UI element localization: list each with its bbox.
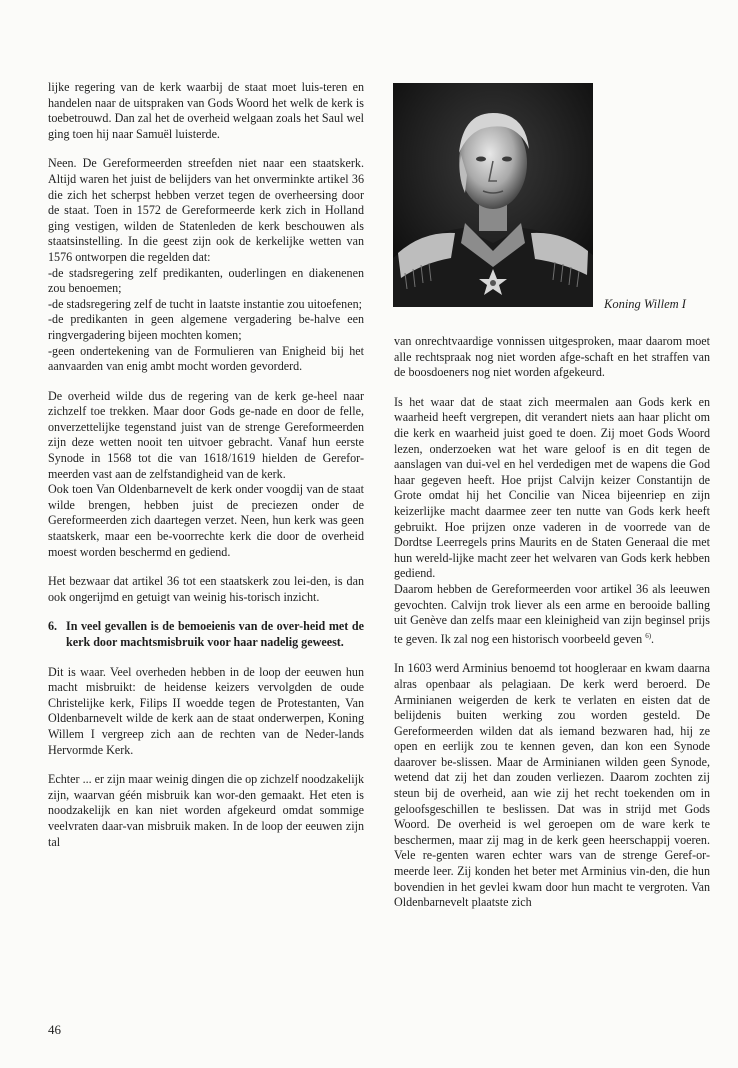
page-number: 46 [48, 1022, 61, 1037]
paragraph-text: Daarom hebben de Gereformeerden voor artikel 36 als leeuwen gevochten. Calvijn trok liever als een arme en berooide balling uit Genève dan zelfs maar een kleinigheid van zijn beginsel prijs te geven. Ik zal nog een historisch voorbeeld geven [394, 581, 710, 646]
paragraph-end: . [651, 631, 655, 646]
paragraph: Neen. De Gereformeerden streefden niet naar een staatskerk. Altijd waren het juist de belijders van het onverminkte artikel 36 die zich het scherpst hebben verzet tegen de overheersing door de staat. Toen in 1572 de Gereformeerde kerk zich in Holland ging vestigen, wilden de Statenleden de kerk beschouwen als staatsinstelling. In die geest zijn ook de kerkelijke wetten van 1576 ontworpen die regelden dat: [48, 156, 364, 264]
figure-caption: Koning Willem I [604, 297, 686, 311]
list-item: -de predikanten in geen algemene vergadering be-halve een ringvergadering bijeen mochten komen; [48, 312, 364, 342]
paragraph: van onrechtvaardige vonnissen uitgesproken, maar daarom moet alle rechtspraak nog niet worden afge-schaft en het straffen van de boosdoeners nog niet worden afgekeurd. [394, 334, 710, 380]
footnote-reference: 6) [645, 631, 652, 640]
section-heading [48, 619, 364, 650]
list-item: -geen ondertekening van de Formulieren van Enigheid bij het aanvaarden van enig ambt mocht worden gevorderd. [48, 343, 364, 374]
paragraph: Is het waar dat de staat zich meermalen aan Gods kerk en waarheid heeft vergrepen, dit verandert niets aan haar plicht om die kerk en waarheid juist goed te doen. Zij moet Gods Woord lezen, onderzoeken wat het ware geloof is en dit tegen de aanslagen van dui-vel en hel verdedigen met de wapens die God haar gegeven heeft. Hoe prijst Calvijn keizer Constantijn de Grote omdat hij het Concilie van Nicea bijeenriep en zijn keizerlijke macht daarmee zeer ten nutte van Gods kerk heeft gebruikt. Hoe prijzen onze vaderen in de voorrede van de Dordtse Leerregels prins Maurits en de Staten Generaal die met hun wereld-lijke macht zeer het welvaren van Gods kerk hebben gediend. [394, 394, 710, 581]
section-heading-text: In veel gevallen is de bemoeienis van de over-heid met de kerk door machtsmisbruik voor haar nadelig geweest. [66, 619, 364, 649]
paragraph: Het bezwaar dat artikel 36 tot een staatskerk zou lei-den, is dan ook ongerijmd en getuigt van weinig his-torisch inzicht. [48, 574, 364, 604]
list-item: -de stadsregering zelf de tucht in laatste instantie zou uitoefenen; [48, 296, 362, 311]
paragraph: De overheid wilde dus de regering van de kerk ge-heel naar zichzelf toe trekken. Maar door Gods ge-nade en door de felle, onverzettelijke tegenstand juist van de strenge Gereformeerden zijn deze wetten nooit ten uitvoer gebracht. Vanaf hun eerste Synode in 1568 tot die van 1618/1619 hielden de Gerefor-meerden vast aan de zelfstandigheid van de kerk. [48, 388, 364, 481]
portrait-engraving-icon [393, 83, 593, 307]
list-item: -de stadsregering zelf predikanten, ouderlingen en diakenenen zou benoemen; [48, 265, 364, 296]
paragraph: Dit is waar. Veel overheden hebben in de loop der eeuwen hun macht misbruikt: de heidense keizers vervolgden de oude Christelijke kerk, Filips II woedde tegen de Protestanten, Van Oldenbarnevelt wilde de kerk aan de staat onderwerpen, Koning Willem I vergreep zich aan de rechten van de Neder-lands Hervormde Kerk. [48, 664, 364, 757]
paragraph: lijke regering van de kerk waarbij de staat moet luis-teren en handelen naar de uitspraken van Gods Woord het welk de kerk is toebetrouwd. Dan zal het de overheid welgaan zoals het Saul wel ging toen hij naar Samuël luisterde. [48, 80, 364, 141]
paragraph: Echter ... er zijn maar weinig dingen die op zichzelf noodzakelijk zijn, waarvan géén misbruik kan wor-den gemaakt. Het eten is noodzakelijk en kan niet worden afgekeurd omdat sommige veelvraten daar-van misbruik maken. In de loop der eeuwen zijn tal [48, 772, 364, 849]
section-number: 6. [48, 619, 58, 634]
paragraph: Ook toen Van Oldenbarnevelt de kerk onder voogdij van de staat wilde brengen, hebben juist de preciezen onder de Gereformeerden zich daartegen verzet. Neen, hun kerk was geen staatskerk, maar een be-voorrechte kerk die door de overheid moest worden beschermd en gediend. [48, 482, 364, 559]
right-column [394, 334, 710, 925]
paragraph [394, 582, 710, 647]
paragraph: In 1603 werd Arminius benoemd tot hoogleraar en kwam daarna alras openbaar als pelagiaan. De kerk werd beroerd. De Arminianen weigerden de kerk te verlaten en eisten dat de belijdenis buiten werking zou worden gesteld. De Gereformeerden wilden dat als iemand bezwaren had, hij ze open en eerlijk zou te kennen geven, dan kon een Synode daarover be-slissen. Maar de Arminianen wilden geen Synode, wetend dat zij het dan zouden verliezen. Daarom zochten zij steun bij de overheid, aan wie zij het recht toekenden om in geloofsgeschillen te beslissen. Dat was in strijd met Gods Woord. De overheid is wel geroepen om de ware kerk te beschermen, maar zij mag in de kerk geen heerschappij voeren. Vele re-genten waren echter wars van de strenge Geref-or-meerde leer. Zij konden het beter met Arminius vin-den, die hun bovendien in het gevlei kwam door hun macht te vergroten. Van Oldenbarnevelt plaatste zich [394, 661, 710, 910]
left-column [48, 80, 364, 864]
